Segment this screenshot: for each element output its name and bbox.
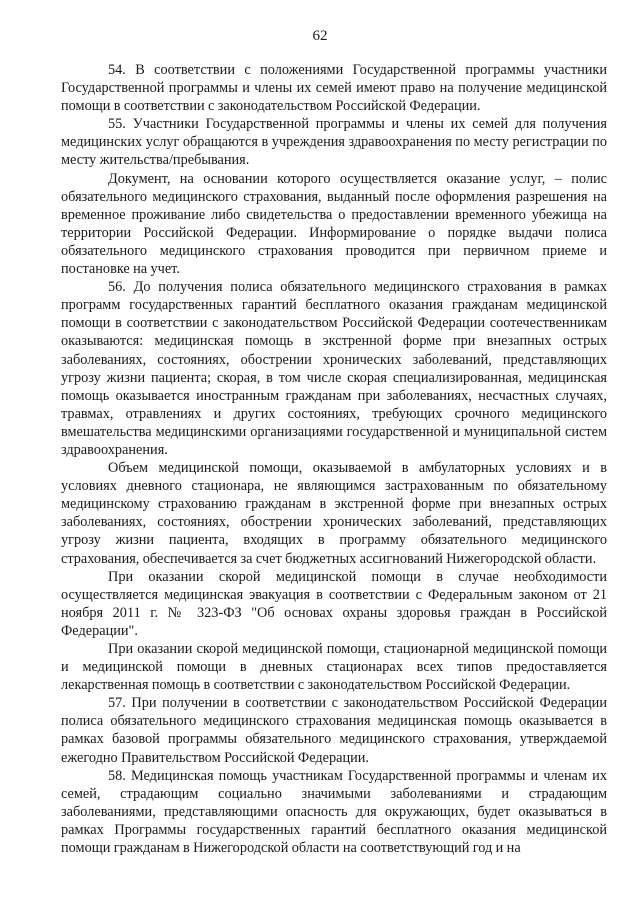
paragraph-54: 54. В соответствии с положениями Государственной программы участники Государственной программы и члены их семей имеют право на получение медицинской помощи в соответствии с законодательством Российской Федерации. (61, 62, 607, 115)
paragraph-55: 55. Участники Государственной программы и члены их семей для получения медицинских услуг обращаются в учреждения здравоохранения по месту регистрации по месту жительства/пребывания. (61, 116, 607, 169)
page-number: 62 (312, 28, 328, 44)
paragraph-56-volume: Объем медицинской помощи, оказываемой в амбулаторных условиях и в условиях дневного стационара, не являющимся застрахованным по обязательному медицинскому страхованию гражданам в экстренной форме при внезапных острых заболеваниях, состояниях, обострении хронических заболеваний, представляющих угрозу жизни пациента, входящих в программу обязательного медицинского страхования, обеспечивается за счет бюджетных ассигнований Нижегородской области. (61, 460, 607, 567)
document-body (61, 61, 607, 857)
paragraph-56-evacuation: При оказании скорой медицинской помощи в случае необходимости осуществляется медицинская эвакуация в соответствии с Федеральным законом от 21 ноября 2011 г. № 323-ФЗ "Об основах охраны здоровья граждан в Российской Федерации". (61, 568, 607, 639)
paragraph-57: 57. При получении в соответствии с законодательством Российской Федерации полиса обязательного медицинского страхования медицинская помощь оказывается в рамках базовой программы обязательного медицинского страхования, утверждаемой ежегодно Правительством Российской Федерации. (61, 695, 607, 766)
paragraph-58: 58. Медицинская помощь участникам Государственной программы и членам их семей, страдающим социально значимыми заболеваниями и страдающим заболеваниями, представляющими опасность для окружающих, будет оказываться в рамках Программы государственных гарантий бесплатного оказания медицинской помощи гражданам в Нижегородской области на соответствующий год и на (61, 767, 607, 857)
paragraph-55-document: Документ, на основании которого осуществляется оказание услуг, – полис обязательного медицинского страхования, выданный после оформления разрешения на временное проживание либо свидетельства о предоставлении временного убежища на территории Российской Федерации. Информирование о порядке выдачи полиса обязательного медицинского страхования проводится при первичном приеме и постановке на учет. (61, 170, 607, 278)
paragraph-56: 56. До получения полиса обязательного медицинского страхования в рамках программ государственных гарантий бесплатного оказания гражданам медицинской помощи в соответствии с законодательством Российской Федерации соотечественникам оказываются: медицинская помощь в экстренной форме при внезапных острых заболеваниях, состояниях, обострении хронических заболеваний, представляющих угрозу жизни пациента; скорая, в том числе скорая специализированная, медицинская помощь оказывается иностранным гражданам при заболеваниях, несчастных случаях, травмах, отравлениях и других состояниях, требующих срочного медицинского вмешательства медицинскими организациями государственной и муниципальной систем здравоохранения. (61, 279, 607, 458)
paragraph-56-drug-aid: При оказании скорой медицинской помощи, стационарной медицинской помощи и медицинской помощи в дневных стационарах всех типов предоставляется лекарственная помощь в соответствии с законодательством Российской Федерации. (61, 641, 607, 694)
